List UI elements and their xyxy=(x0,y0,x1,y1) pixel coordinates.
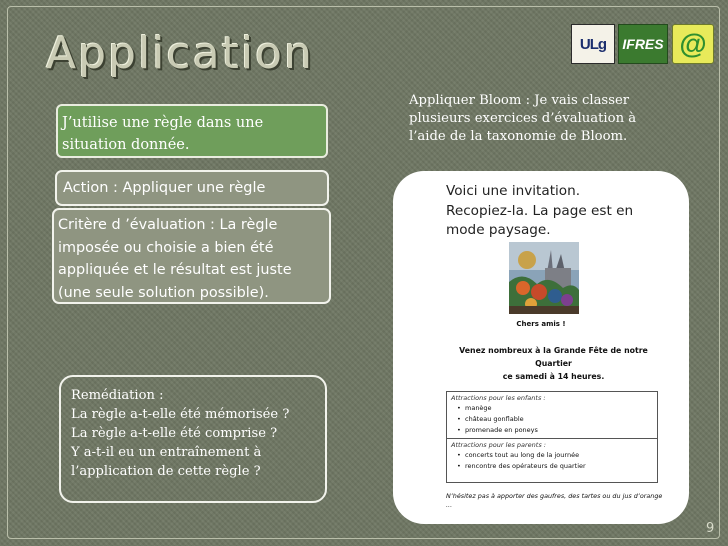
criteria-line: appliquée et le résultat est juste xyxy=(58,262,292,278)
remediation-box xyxy=(59,375,327,503)
kids-attractions xyxy=(447,392,657,438)
card-intro-line: mode paysage. xyxy=(446,222,551,238)
criteria-line: Critère d ’évaluation : La règle xyxy=(58,217,278,233)
card-intro-line: Recopiez-la. La page est en xyxy=(446,202,634,219)
action-box: Action : Appliquer une règle xyxy=(55,170,329,206)
rule-statement-line: J’utilise une règle dans une xyxy=(62,115,264,131)
list-item: • château gonflable xyxy=(451,414,653,425)
invitation-footer-note: N’hésitez pas à apporter des gaufres, des tartes ou du jus d’orange ... xyxy=(446,492,663,509)
kids-heading: Attractions pour les enfants : xyxy=(451,394,546,402)
parents-heading: Attractions pour les parents : xyxy=(451,441,546,449)
bloom-text xyxy=(409,92,674,146)
invitation-card xyxy=(396,174,686,521)
list-item: • promenade en poneys xyxy=(451,425,653,436)
invitation-main-text xyxy=(441,344,666,383)
card-intro xyxy=(446,182,678,241)
remediation-line: Y a-t-il eu un entraînement à xyxy=(71,445,262,460)
criteria-box xyxy=(52,208,331,304)
rule-statement-line: situation donnée. xyxy=(62,137,190,153)
bloom-line: Appliquer Bloom : Je vais classer xyxy=(409,93,630,108)
criteria-line: imposée ou choisie a bien été xyxy=(58,239,274,256)
ulg-logo: ULg xyxy=(571,24,615,64)
invitation-greeting: Chers amis ! xyxy=(516,320,566,328)
remediation-line: La règle a-t-elle été mémorisée ? xyxy=(71,407,290,422)
remediation-line: Remédiation : xyxy=(71,388,164,403)
list-item: • rencontre des opérateurs de quartier xyxy=(451,461,653,472)
list-item: • manège xyxy=(451,403,653,414)
invitation-date: ce samedi à 14 heures. xyxy=(502,372,605,381)
ifres-logo: IFRES xyxy=(618,24,668,64)
bloom-line: plusieurs exercices d’évaluation à xyxy=(409,111,637,126)
logo-strip xyxy=(571,24,714,64)
page-number: 9 xyxy=(706,521,715,536)
criteria-line: (une seule solution possible). xyxy=(58,284,269,301)
party-illustration xyxy=(509,242,579,314)
remediation-line: La règle a-t-elle été comprise ? xyxy=(71,426,278,441)
slide-title: Application xyxy=(46,28,314,79)
remediation-line: l’application de cette règle ? xyxy=(71,464,261,479)
rule-statement-box xyxy=(56,104,328,158)
invitation-event-line: Venez nombreux à la Grande Fête de notre Quartier xyxy=(459,346,648,368)
parents-attractions xyxy=(447,438,657,474)
list-item: • concerts tout au long de la journée xyxy=(451,450,653,461)
card-intro-line: Voici une invitation. xyxy=(446,183,581,199)
attractions-table xyxy=(446,391,658,483)
at-logo: @ xyxy=(672,24,714,64)
bloom-line: l’aide de la taxonomie de Bloom. xyxy=(409,129,628,144)
